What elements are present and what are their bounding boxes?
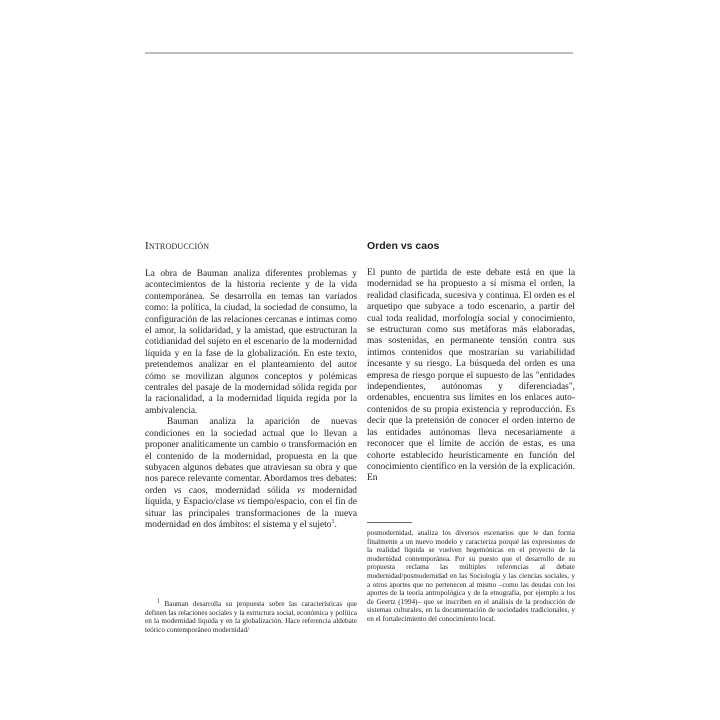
vs-italic: vs [297, 485, 305, 496]
footnote-ref[interactable]: 1 [331, 518, 335, 525]
footnote-left-text: Bauman desarrolla su propuesta sobre las características que definen las relaciones sociales y la estructura social, económica y política en la modernidad líquida y en la globalización. Hace referencia aldebate teórico contemporáneo modernidad/ [145, 600, 357, 634]
section-heading-orden-vs-caos: Orden vs caos [367, 240, 440, 252]
paragraph-intro-2-part-a: Bauman analiza la aparición de nuevas condiciones en la sociedad actual que lo llevan a proponer analíticamente un cambio o transformación en el contenido de la modernidad, propuesta en la que subyacen algunos debates que atraviesan su obra y que nos parece relevante comentar. Abordamos tres debates: orden [145, 417, 357, 496]
vs-italic: vs [173, 485, 182, 496]
section-heading-introduccion: Introducción [145, 240, 210, 252]
header-rule [145, 52, 573, 54]
footnote-right: posmodernidad, analiza los diversos escenarios que le dan forma finalmente a un nuevo modelo y caracteriza porqué las expresiones de la realidad líquida se vuelven hegemónicas en el proyecto de la modernidad contemporánea. Por su puesto que el desarrollo de su propuesta reclama las múltiples referencias al debate modernidad/posmodernidad en las Sociología y las ciencias sociales, y a otros aportes que no pertenecen al mismo –como las deudas con los aportes de la teoría antropológica y de la etnografía, por ejemplo a los de Geertz (1994)– que se inscriben en el análisis de la producción de sistemas culturales, en la documentación de sociedades tradicionales, y en el fortalecimiento del conocimiento local. [367, 529, 575, 623]
vs-italic: vs [237, 497, 245, 508]
right-column [367, 236, 575, 485]
footnote-rule [367, 522, 412, 523]
paragraph-intro-2-part-b: caos, modernidad sólida [181, 485, 298, 496]
paragraph-intro-2: Bauman analiza la aparición de nuevas condiciones en la sociedad actual que lo llevan a proponer analíticamente un cambio o transformación en el contenido de la modernidad, propuesta en la que subyacen algunos debates que atraviesan su obra y que nos parece relevante comentar. Abordamos tres debates: orden vs caos, modernidad sólida vs modernidad líquida, y Espacio/clase vs tiempo/espacio, con el fin de situar las principales transformaciones de la nueva modernidad en dos ámbitos: el sistema y el sujeto$^1$. [145, 417, 357, 530]
paragraph-intro-1: La obra de Bauman analiza diferentes problemas y acontecimientos de la historia reciente y de la vida contemporánea. Se desarrolla en temas tan variados como: la política, la ciudad, la sociedad de consumo, la configuración de las relaciones cercanas e íntimas como el amor, la solidaridad, y la amistad, que estructuran la cotidianidad del sujeto en el escenario de la modernidad líquida y en la fase de la globalización. En este texto, pretendemos analizar en el planteamiento del autor cómo se movilizan algunos conceptos y polémicas centrales del pasaje de la modernidad sólida regida por la racionalidad, a la modernidad líquida regida por la ambivalencia. [145, 269, 357, 416]
left-column [145, 236, 357, 531]
paragraph-intro-2-part-d: tiempo/espacio, con el fin de situar las principales transformaciones de la nueva modernidad en dos ámbitos: el sistema y el sujeto [145, 497, 357, 530]
paragraph-orden-1: El punto de partida de este debate está en que la modernidad se ha propuesto a sí misma el orden, la realidad clasificada, sucesiva y continua. El orden es el arquetipo que subyace a todo escenario, a partir del cual toda realidad, morfología social y conocimiento, se estructuran como sus metáforas más elaboradas, mas sostenidas, en permanente tensión contra sus íntimos contenidos que mostrarían su variabilidad incesante y su riesgo. La búsqueda del orden es una empresa de riesgo porque el supuesto de las "entidades independientes, autónomas y diferenciadas", ordenables, encuentra sus límites en los enlaces auto-contenidos de su propia existencia y reproducción. Es decir que la pretensión de conocer el orden interno de las entidades autónomas lleva necesariamente a reconocer que el límite de acción de estas, es una cohorte establecido heurísticamente en función del conocimiento científico en la versión de la explicación. En [367, 268, 575, 484]
footnote-number: 1 [157, 598, 160, 605]
footnote-left [145, 600, 357, 634]
paragraph-intro-2-part-c: modernidad líquida, y Espacio/clase [145, 485, 357, 508]
